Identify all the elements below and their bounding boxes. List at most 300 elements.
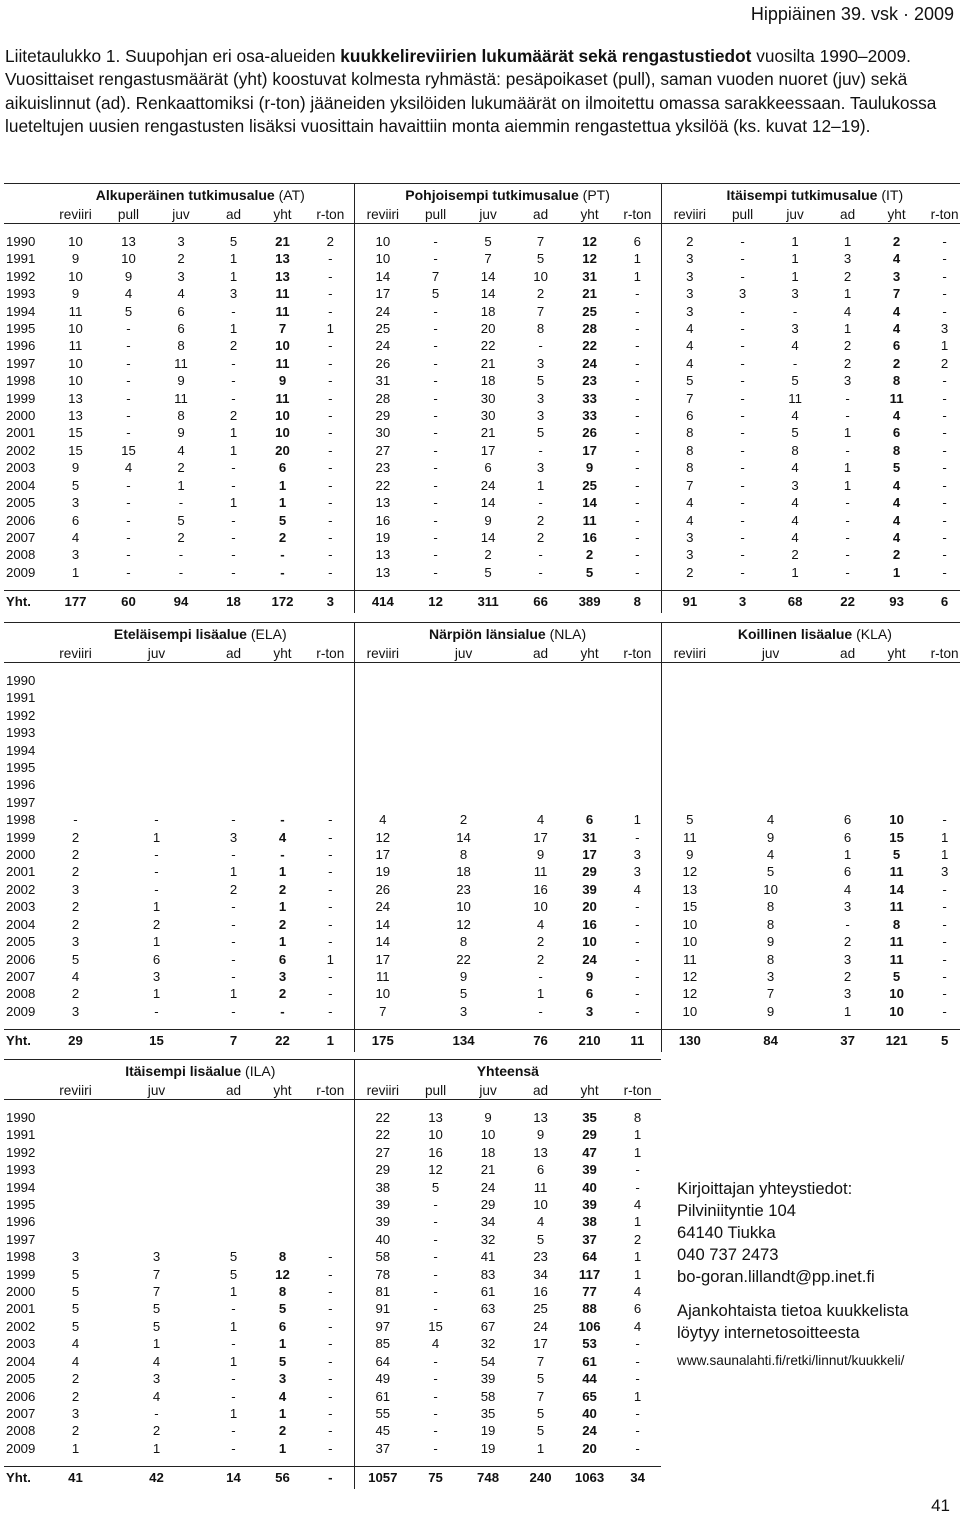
data-cell: - <box>126 512 131 528</box>
data-cell: - <box>126 477 131 493</box>
data-cell: - <box>635 303 640 319</box>
total-cell: 121 <box>872 1030 921 1053</box>
data-cell: 4 <box>124 460 133 476</box>
data-cell: 35 <box>480 1405 496 1421</box>
data-cell <box>47 1231 104 1248</box>
data-cell: - <box>740 268 745 284</box>
data-cell: 6 <box>71 512 80 528</box>
data-cell <box>258 1231 307 1248</box>
data-cell: 4 <box>892 303 901 319</box>
data-cell <box>614 776 661 793</box>
spacer <box>4 1020 47 1030</box>
column-header: yht <box>565 645 614 663</box>
data-cell: 2 <box>791 547 799 563</box>
data-cell <box>258 689 307 706</box>
data-cell: 9 <box>536 847 545 863</box>
data-cell: 9 <box>177 373 185 389</box>
table-row <box>4 1213 661 1230</box>
spacer <box>104 1020 209 1030</box>
data-cell: - <box>328 425 333 441</box>
data-cell: - <box>328 881 333 897</box>
data-cell: - <box>231 355 236 371</box>
year-cell: 2004 <box>6 477 36 493</box>
data-cell: 4 <box>124 286 133 302</box>
data-cell: 26 <box>354 355 411 372</box>
data-cell <box>661 689 718 706</box>
spacer <box>258 663 307 673</box>
data-cell: - <box>328 1388 333 1404</box>
data-cell: - <box>635 1423 640 1439</box>
year-cell: 1995 <box>6 1197 36 1213</box>
data-cell: 8 <box>536 321 545 337</box>
data-cell <box>104 1179 209 1196</box>
data-cell: 39 <box>354 1196 411 1213</box>
data-cell: 4 <box>791 338 799 354</box>
data-cell <box>47 1213 104 1230</box>
data-cell: 13 <box>354 546 411 563</box>
data-cell: 117 <box>578 1266 601 1282</box>
spacer <box>460 224 516 234</box>
data-cell: - <box>328 1266 333 1282</box>
data-cell: 13 <box>533 1144 548 1160</box>
data-cell: 24 <box>533 1318 548 1334</box>
data-cell <box>258 759 307 776</box>
table-row <box>4 1388 661 1405</box>
data-cell: - <box>231 303 236 319</box>
year-cell: 1991 <box>6 1127 36 1143</box>
data-cell <box>872 724 921 741</box>
data-cell: - <box>433 408 438 424</box>
year-cell: 1994 <box>6 742 36 758</box>
data-cell: - <box>740 355 745 371</box>
data-cell: 6 <box>484 460 492 476</box>
data-cell: 21 <box>275 234 290 249</box>
spacer <box>209 1457 258 1467</box>
area-abbr: (ELA) <box>250 626 287 642</box>
spacer <box>565 224 614 234</box>
data-cell <box>411 759 516 776</box>
data-cell <box>47 742 104 759</box>
data-cell <box>307 1231 354 1248</box>
data-cell: 5 <box>791 425 799 441</box>
data-cell: 5 <box>766 864 775 880</box>
data-cell: 16 <box>582 529 597 545</box>
data-cell: 11 <box>661 951 718 968</box>
data-cell: 8 <box>892 916 901 932</box>
data-cell: - <box>328 373 333 389</box>
data-cell: 1 <box>229 1284 238 1300</box>
data-cell: 1 <box>536 477 545 493</box>
data-cell: - <box>433 1301 438 1317</box>
data-cell: - <box>635 547 640 563</box>
area-title <box>354 1060 661 1083</box>
spacer <box>411 1100 460 1110</box>
spacer <box>565 1100 614 1110</box>
table-row <box>4 1196 661 1213</box>
data-cell: - <box>328 968 333 984</box>
spacer <box>4 224 47 234</box>
data-cell: 7 <box>536 234 545 249</box>
data-cell: 3 <box>71 1003 80 1019</box>
data-cell <box>823 724 872 741</box>
data-cell: 8 <box>892 373 901 389</box>
data-cell: 5 <box>484 564 492 580</box>
data-cell <box>614 794 661 811</box>
data-cell: - <box>328 934 333 950</box>
data-cell: 4 <box>354 811 411 828</box>
table-row <box>4 1109 661 1126</box>
data-cell: - <box>126 373 131 389</box>
data-cell: 14 <box>889 881 904 897</box>
data-cell: 1 <box>536 1440 545 1456</box>
spacer <box>921 1020 960 1030</box>
data-cell: - <box>740 303 745 319</box>
data-cell <box>565 759 614 776</box>
data-cell: 6 <box>892 425 901 441</box>
column-header-row <box>4 206 960 224</box>
total-cell: 11 <box>614 1030 661 1053</box>
area-abbr: (PT) <box>582 187 610 203</box>
data-cell <box>209 759 258 776</box>
data-cell: 17 <box>582 442 597 458</box>
data-cell: - <box>433 1440 438 1456</box>
data-cell <box>411 724 516 741</box>
data-cell: - <box>433 442 438 458</box>
data-cell: 6 <box>152 951 161 967</box>
data-cell <box>104 672 209 689</box>
data-cell: 9 <box>278 373 287 389</box>
data-cell <box>614 724 661 741</box>
data-cell: 4 <box>892 321 901 337</box>
data-cell: 9 <box>484 512 492 528</box>
data-cell: 78 <box>354 1266 411 1283</box>
data-cell: 3 <box>766 968 775 984</box>
year-cell: 1993 <box>6 286 36 302</box>
data-cell: 3 <box>71 495 80 511</box>
data-cell: 12 <box>661 985 718 1002</box>
blank-cell <box>4 623 47 646</box>
year-cell: 1993 <box>6 1162 36 1178</box>
data-cell: 13 <box>428 1110 443 1125</box>
data-cell: 4 <box>71 1353 80 1369</box>
data-cell <box>411 794 516 811</box>
area-abbr: (AT) <box>278 187 305 203</box>
data-cell: - <box>126 564 131 580</box>
data-cell: 8 <box>459 934 468 950</box>
data-cell: 17 <box>354 285 411 302</box>
data-cell: 10 <box>661 916 718 933</box>
data-cell: - <box>231 951 236 967</box>
data-cell: 5 <box>71 1318 80 1334</box>
total-cell: 60 <box>104 591 153 614</box>
data-cell: - <box>635 916 640 932</box>
spacer <box>209 1020 258 1030</box>
data-cell: - <box>328 1440 333 1456</box>
data-cell: 34 <box>533 1266 548 1282</box>
data-cell: 19 <box>354 529 411 546</box>
data-cell <box>516 672 565 689</box>
data-cell <box>307 759 354 776</box>
data-cell: 1 <box>152 934 161 950</box>
data-cell: 1 <box>843 286 852 302</box>
data-cell <box>565 707 614 724</box>
spacer <box>614 1020 661 1030</box>
year-cell: 1990 <box>6 234 36 249</box>
table-row <box>4 442 960 459</box>
data-cell <box>411 776 516 793</box>
data-cell: 1 <box>71 1440 80 1456</box>
data-cell: 10 <box>68 268 83 284</box>
data-cell <box>614 742 661 759</box>
data-cell: 7 <box>152 1266 161 1282</box>
data-cell: - <box>433 355 438 371</box>
data-cell: - <box>433 512 438 528</box>
column-header: r-ton <box>307 645 354 663</box>
data-cell: 2 <box>484 547 492 563</box>
data-cell: 4 <box>892 251 901 267</box>
info-url: www.saunalahti.fi/retki/linnut/kuukkeli/ <box>677 1353 905 1368</box>
data-cell: 4 <box>791 529 799 545</box>
table-row <box>4 1353 661 1370</box>
data-cell: - <box>328 829 333 845</box>
data-cell: 44 <box>582 1371 597 1387</box>
data-cell: 8 <box>177 338 185 354</box>
year-cell: 2003 <box>6 1336 36 1352</box>
data-cell: 2 <box>585 547 594 563</box>
table-row <box>4 776 960 793</box>
data-cell <box>258 1109 307 1126</box>
data-cell: - <box>231 477 236 493</box>
data-cell <box>411 672 516 689</box>
year-cell: 2008 <box>6 986 36 1002</box>
spacer <box>516 581 565 591</box>
data-cell: - <box>328 899 333 915</box>
data-cell: - <box>231 1003 236 1019</box>
data-cell <box>354 672 411 689</box>
total-cell: 12 <box>411 591 460 614</box>
data-cell: - <box>328 529 333 545</box>
spacer <box>872 1020 921 1030</box>
data-cell: 2 <box>71 1371 80 1387</box>
data-cell <box>354 724 411 741</box>
table-row <box>4 951 960 968</box>
data-cell: 31 <box>582 268 597 284</box>
total-cell: 210 <box>565 1030 614 1053</box>
data-cell: 4 <box>536 812 545 828</box>
data-cell: 3 <box>940 321 949 337</box>
data-cell <box>614 689 661 706</box>
spacer <box>614 581 661 591</box>
data-cell: - <box>740 477 745 493</box>
data-cell: 14 <box>480 268 496 284</box>
data-cell: - <box>154 881 159 897</box>
data-cell: 2 <box>536 529 545 545</box>
data-cell: 3 <box>459 1003 468 1019</box>
data-cell: 20 <box>582 1440 597 1456</box>
spacer <box>209 581 258 591</box>
data-cell: - <box>328 1301 333 1317</box>
year-cell: 2000 <box>6 847 36 863</box>
data-cell: - <box>942 495 947 511</box>
data-cell: 13 <box>275 251 290 267</box>
data-cell: - <box>328 1318 333 1334</box>
spacer <box>4 663 47 673</box>
data-cell <box>565 794 614 811</box>
table-row <box>4 424 960 441</box>
data-cell: 8 <box>766 951 775 967</box>
data-cell: 3 <box>177 268 185 284</box>
data-cell <box>307 794 354 811</box>
data-cell: 29 <box>582 1127 597 1143</box>
year-cell: 2003 <box>6 899 36 915</box>
year-cell: 1991 <box>6 251 36 267</box>
data-cell: - <box>433 338 438 354</box>
year-cell: 2007 <box>6 529 36 545</box>
data-cell <box>823 776 872 793</box>
data-cell <box>104 1109 209 1126</box>
data-cell: 14 <box>480 529 496 545</box>
data-cell: 11 <box>275 303 290 319</box>
data-cell: 85 <box>354 1335 411 1352</box>
data-cell <box>921 759 960 776</box>
spacer <box>823 663 872 673</box>
data-cell: 7 <box>354 1003 411 1020</box>
data-cell: 14 <box>480 286 496 302</box>
data-cell: 4 <box>633 1197 642 1213</box>
data-cell: 61 <box>582 1353 597 1369</box>
data-cell: 1 <box>843 460 852 476</box>
data-cell: 9 <box>766 1003 775 1019</box>
data-cell: 15 <box>68 425 83 441</box>
data-cell: 97 <box>354 1318 411 1335</box>
year-cell: 2000 <box>6 408 36 424</box>
data-cell: - <box>942 986 947 1002</box>
spacer <box>47 224 104 234</box>
total-cell: 37 <box>823 1030 872 1053</box>
data-cell: 6 <box>177 321 185 337</box>
data-cell: 30 <box>480 408 496 424</box>
data-cell: - <box>538 442 543 458</box>
total-cell: 134 <box>411 1030 516 1053</box>
data-cell: 16 <box>582 916 597 932</box>
data-cell: - <box>740 408 745 424</box>
data-cell: 6 <box>633 234 641 249</box>
year-cell: 2008 <box>6 547 36 563</box>
data-cell: 2 <box>229 408 238 424</box>
spacer <box>153 581 209 591</box>
data-cell: - <box>154 1003 159 1019</box>
column-header: reviiri <box>354 206 411 224</box>
data-cell: 5 <box>536 1231 545 1247</box>
data-cell <box>354 707 411 724</box>
data-cell: 2 <box>177 460 185 476</box>
data-cell: 11 <box>275 390 290 406</box>
total-cell: 94 <box>153 591 209 614</box>
data-cell <box>921 707 960 724</box>
data-cell: 6 <box>278 1318 287 1334</box>
spacer-row <box>4 581 960 591</box>
data-cell: 63 <box>480 1301 496 1317</box>
data-cell: - <box>231 564 236 580</box>
data-cell: 2 <box>843 968 852 984</box>
data-cell <box>258 1144 307 1161</box>
data-cell: - <box>845 442 850 458</box>
contact-email: bo-goran.lillandt@pp.inet.fi <box>677 1267 875 1286</box>
data-cell: 67 <box>480 1318 496 1334</box>
data-cell <box>307 1161 354 1178</box>
spacer <box>614 663 661 673</box>
spacer <box>354 581 411 591</box>
data-cell: 10 <box>533 1197 548 1213</box>
year-cell: 1998 <box>6 373 36 389</box>
data-cell: 12 <box>661 863 718 880</box>
spacer <box>209 1100 258 1110</box>
data-cell: 5 <box>536 251 545 267</box>
data-cell: 1 <box>152 986 161 1002</box>
data-cell <box>47 776 104 793</box>
column-header: juv <box>104 1082 209 1100</box>
spacer <box>872 224 921 234</box>
column-header: r-ton <box>921 206 960 224</box>
year-cell: 1992 <box>6 268 36 284</box>
year-cell: 1995 <box>6 760 36 776</box>
data-cell: 4 <box>152 1353 161 1369</box>
data-cell: - <box>635 408 640 424</box>
data-cell: 11 <box>661 829 718 846</box>
table-row <box>4 829 960 846</box>
data-cell <box>307 1179 354 1196</box>
column-header: juv <box>718 645 823 663</box>
column-header-row <box>4 1082 661 1100</box>
data-cell: 5 <box>431 1179 440 1195</box>
data-cell: 4 <box>71 1336 80 1352</box>
spacer <box>354 663 411 673</box>
data-cell: 81 <box>354 1283 411 1300</box>
data-cell: - <box>154 812 159 828</box>
data-cell: 4 <box>661 512 718 529</box>
data-cell <box>872 707 921 724</box>
spacer <box>258 1020 307 1030</box>
data-cell: 2 <box>229 881 238 897</box>
data-cell: - <box>635 442 640 458</box>
data-cell: 1 <box>633 1214 642 1230</box>
spacer <box>823 224 872 234</box>
spacer <box>209 224 258 234</box>
data-cell: - <box>328 268 333 284</box>
data-cell: 10 <box>275 338 290 354</box>
data-cell: 11 <box>533 864 548 880</box>
year-cell: 2003 <box>6 460 36 476</box>
data-cell: 6 <box>843 829 852 845</box>
data-cell: 22 <box>354 477 411 494</box>
year-cell: 1996 <box>6 1214 36 1230</box>
data-cell: 1 <box>326 321 334 337</box>
spacer <box>411 1020 516 1030</box>
data-cell: 1 <box>229 495 238 511</box>
data-cell: 2 <box>71 1423 80 1439</box>
data-cell: 10 <box>889 986 904 1002</box>
data-cell: 11 <box>68 338 83 354</box>
data-cell: 45 <box>354 1422 411 1439</box>
table-row <box>4 1300 661 1317</box>
area-name: Koillinen lisäalue <box>737 626 853 642</box>
total-cell: 29 <box>47 1030 104 1053</box>
data-cell: 4 <box>661 355 718 372</box>
spacer <box>661 224 718 234</box>
spacer <box>516 224 565 234</box>
year-cell: 1997 <box>6 1231 36 1247</box>
data-cell <box>565 724 614 741</box>
